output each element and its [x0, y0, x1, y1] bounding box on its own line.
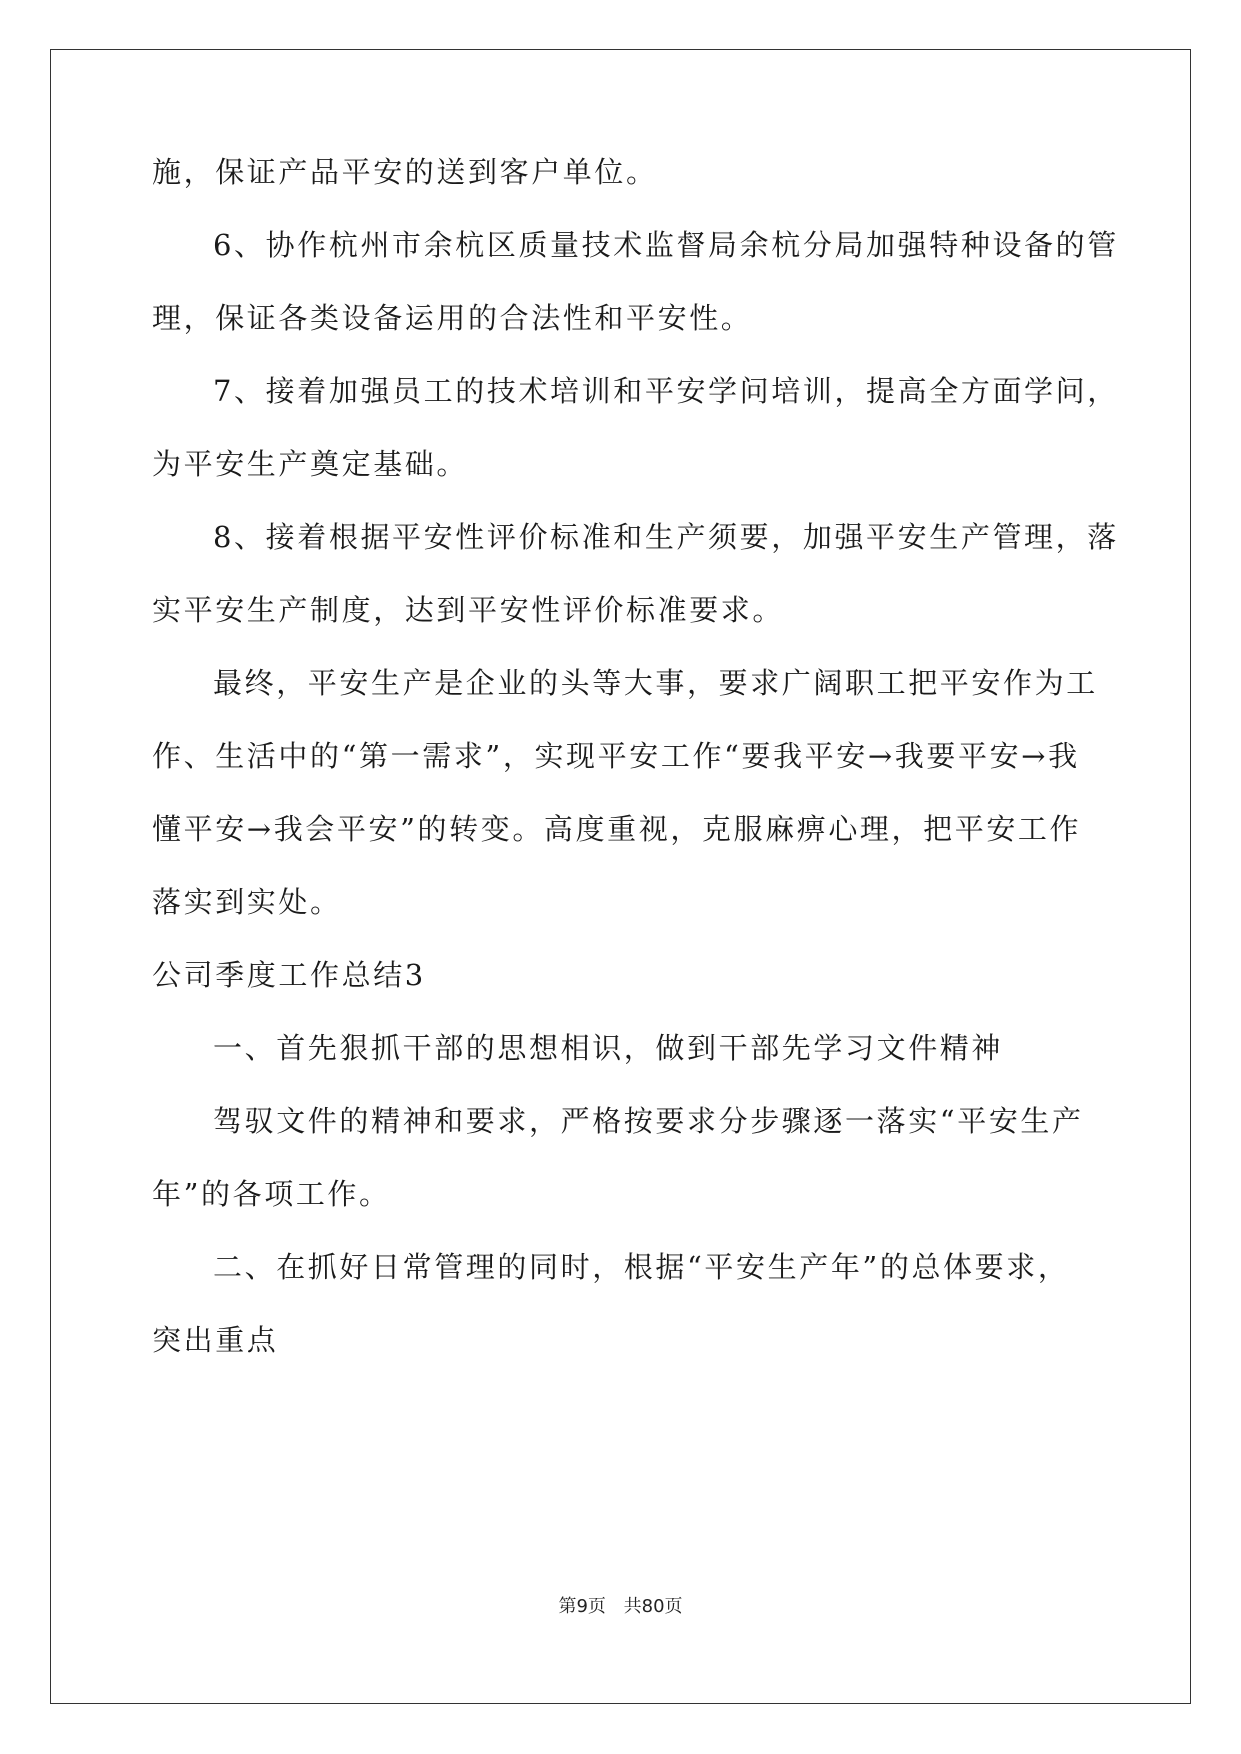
text-line: 理，保证各类设备运用的合法性和平安性。 — [152, 301, 753, 335]
text-line: 驾驭文件的精神和要求，严格按要求分步骤逐一落实“平安生产 — [213, 1104, 1084, 1138]
text-line: 作、生活中的“第一需求”，实现平安工作“要我平安→我要平安→我 — [152, 739, 1080, 773]
text-line: 施，保证产品平安的送到客户单位。 — [152, 155, 658, 189]
text-line: 6、协作杭州市余杭区质量技术监督局余杭分局加强特种设备的管 — [213, 228, 1119, 262]
text-line: 懂平安→我会平安”的转变。高度重视，克服麻痹心理，把平安工作 — [152, 812, 1082, 846]
text-line: 8、接着根据平安性评价标准和生产须要，加强平安生产管理，落 — [213, 520, 1119, 554]
section-heading: 公司季度工作总结3 — [152, 958, 426, 992]
text-line: 7、接着加强员工的技术培训和平安学问培训，提高全方面学问， — [213, 374, 1119, 408]
text-line: 突出重点 — [152, 1323, 279, 1357]
page-number-current: 第9页 — [558, 1596, 606, 1617]
text-line: 为平安生产奠定基础。 — [152, 447, 469, 481]
text-line: 最终，平安生产是企业的头等大事，要求广阔职工把平安作为工 — [213, 666, 1098, 700]
text-line: 落实到实处。 — [152, 885, 342, 919]
page-footer — [0, 1592, 1241, 1618]
text-line: 二、在抓好日常管理的同时，根据“平安生产年”的总体要求， — [213, 1250, 1070, 1284]
text-line: 实平安生产制度，达到平安性评价标准要求。 — [152, 593, 785, 627]
text-line: 一、首先狠抓干部的思想相识，做到干部先学习文件精神 — [213, 1031, 1004, 1065]
text-line: 年”的各项工作。 — [152, 1177, 391, 1211]
page-number-total: 共80页 — [623, 1596, 683, 1617]
